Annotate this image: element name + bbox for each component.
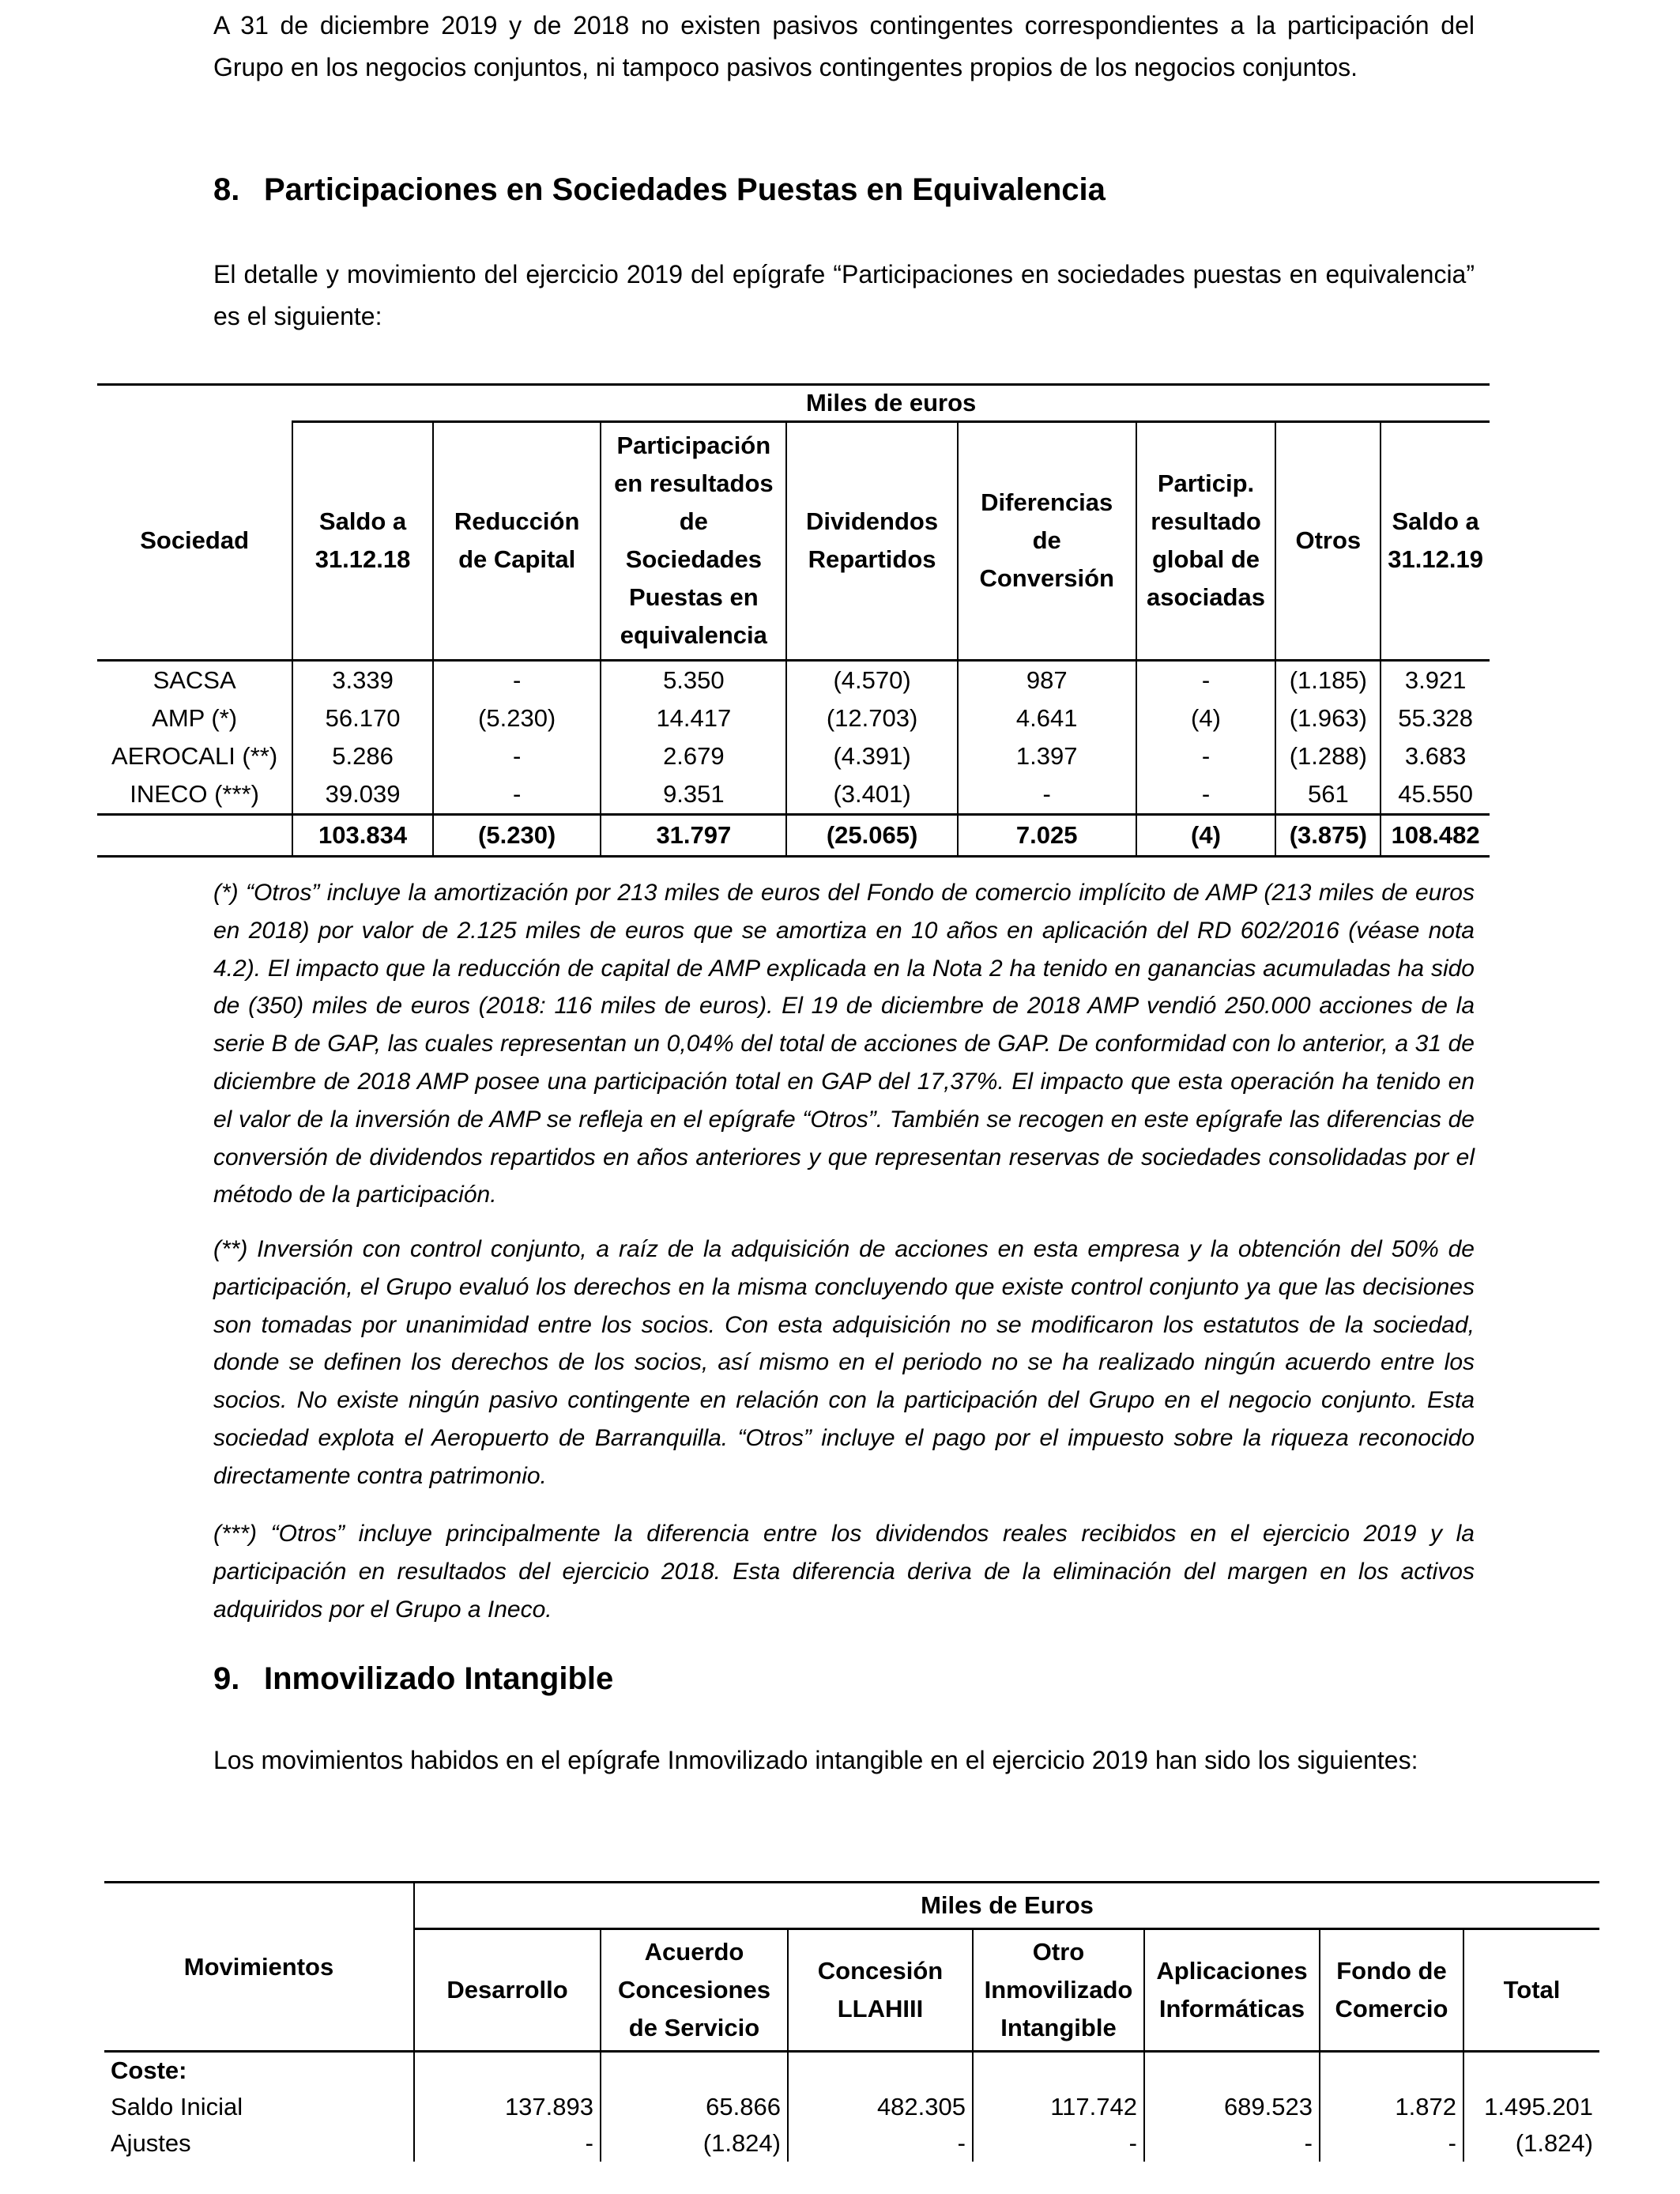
table-cell: 1.495.201 [1463, 2089, 1599, 2125]
table-cell: AMP (*) [152, 703, 238, 732]
table-cell: (1.824) [1463, 2125, 1599, 2162]
table-cell: - [433, 660, 601, 699]
table-cell: 9.351 [601, 775, 786, 815]
table-row [104, 2089, 1599, 2125]
table-cell: 1.397 [958, 737, 1136, 775]
table-cell: AEROCALI (**) [111, 741, 278, 770]
table-cell: - [414, 2125, 601, 2162]
table-cell: 5.286 [292, 737, 433, 775]
table-cell: 56.170 [292, 699, 433, 737]
table2-col-acuerdo: Acuerdo Concesiones de Servicio [601, 1929, 788, 2052]
table-row [97, 699, 1490, 737]
table-cell [1320, 2052, 1463, 2090]
table-cell: 14.417 [601, 699, 786, 737]
table2-col-movimientos: Movimientos [104, 1883, 414, 2052]
table-cell: - [433, 737, 601, 775]
table1-col-participacion: Participación en resultados de Sociedades Puestas en equivalencia [601, 422, 786, 661]
table-cell: 3.921 [1381, 660, 1490, 699]
table-total-row [97, 814, 1490, 856]
table-cell: 5.350 [601, 660, 786, 699]
table-cell: (3.401) [786, 775, 958, 815]
section-8-title: Participaciones en Sociedades Puestas en Equivalencia [264, 172, 1106, 207]
footnote-2: (**) Inversión con control conjunto, a raíz de la adquisición de acciones en esta empresa y la obtención del 50% de participación, el Grupo evaluó los derechos en la misma concluyendo que existe control conjunto ya que las decisiones son tomadas por unanimidad entre los socios. Con esta adquisición no se modificaron los estatutos de la sociedad, donde se definen los derechos de los socios, así mismo en el periodo no se ha realizado ningún acuerdo entre los socios. No existe ningún pasivo contingente en relación con la participación del Grupo en el negocio conjunto. Esta sociedad explota el Aeropuerto de Barranquilla. “Otros” incluye el pago por el impuesto sobre la riqueza reconocido directamente contra patrimonio. [213, 1236, 1475, 1489]
table-cell: 689.523 [1144, 2089, 1320, 2125]
table-cell: 103.834 [292, 814, 433, 856]
table2-col-aplicaciones: Aplicaciones Informáticas [1144, 1929, 1320, 2052]
table-cell: 108.482 [1381, 814, 1490, 856]
table-cell: (1.824) [601, 2125, 788, 2162]
section-8-intro: El detalle y movimiento del ejercicio 2019 del epígrafe “Participaciones en sociedades puestas en equivalencia” es el siguiente: [213, 260, 1475, 330]
table-cell [414, 2052, 601, 2090]
table-cell: (4.391) [786, 737, 958, 775]
section-9-title: Inmovilizado Intangible [264, 1661, 614, 1696]
table2-col-desarrollo: Desarrollo [414, 1929, 601, 2052]
table1-col-otros: Otros [1275, 422, 1381, 661]
table2-unit-header: Miles de Euros [414, 1883, 1599, 1929]
table-cell: INECO (***) [130, 779, 259, 808]
table-cell: (1.963) [1275, 699, 1381, 737]
table-cell: 65.866 [601, 2089, 788, 2125]
table-cell: (12.703) [786, 699, 958, 737]
table-row [97, 660, 1490, 699]
table-cell: 1.872 [1320, 2089, 1463, 2125]
table-cell [601, 2052, 788, 2090]
table-cell: 45.550 [1381, 775, 1490, 815]
section-9-heading [213, 1661, 613, 1697]
table-cell [1144, 2052, 1320, 2090]
table1-col-saldo-1219: Saldo a 31.12.19 [1381, 422, 1490, 661]
table-cell: 117.742 [973, 2089, 1144, 2125]
table-cell: - [1136, 775, 1276, 815]
table-cell [788, 2052, 973, 2090]
table-cell: - [1320, 2125, 1463, 2162]
table-section-row [104, 2052, 1599, 2090]
table-cell: 55.328 [1381, 699, 1490, 737]
section-9-number: 9. [213, 1661, 240, 1696]
table-cell: (3.875) [1275, 814, 1381, 856]
table-cell: (5.230) [433, 699, 601, 737]
table-cell: Ajustes [111, 2129, 191, 2157]
table-cell: - [973, 2125, 1144, 2162]
intro-paragraph: A 31 de diciembre 2019 y de 2018 no existen pasivos contingentes correspondientes a la participación del Grupo en los negocios conjuntos, ni tampoco pasivos contingentes propios de los negocios conjuntos. [213, 11, 1475, 81]
table1-col-reduccion: Reducción de Capital [433, 422, 601, 661]
table-row [97, 775, 1490, 815]
table-cell: 561 [1275, 775, 1381, 815]
table-cell: (1.288) [1275, 737, 1381, 775]
table1-col-dividendos: Dividendos Repartidos [786, 422, 958, 661]
table-cell: - [1144, 2125, 1320, 2162]
table-cell: 7.025 [958, 814, 1136, 856]
section-8-heading [213, 172, 1106, 208]
table-cell [973, 2052, 1144, 2090]
intangible-assets-table [104, 1881, 1599, 2162]
table-row [104, 2125, 1599, 2162]
table-cell: - [788, 2125, 973, 2162]
table2-col-fondo: Fondo de Comercio [1320, 1929, 1463, 2052]
table-cell: - [1136, 737, 1276, 775]
section-8-number: 8. [213, 172, 240, 207]
table-cell: 2.679 [601, 737, 786, 775]
table-cell: 39.039 [292, 775, 433, 815]
equity-method-investments-table [97, 383, 1490, 858]
table2-col-otro: Otro Inmovilizado Intangible [973, 1929, 1144, 2052]
table-cell: (4.570) [786, 660, 958, 699]
table-cell [1463, 2052, 1599, 2090]
table-cell: 137.893 [414, 2089, 601, 2125]
table-cell: - [433, 775, 601, 815]
table-cell: 482.305 [788, 2089, 973, 2125]
footnote-1: (*) “Otros” incluye la amortización por 213 miles de euros del Fondo de comercio implícito de AMP (213 miles de euros en 2018) por valor de 2.125 miles de euros que se amortiza en 10 años en aplicación del RD 602/2016 (véase nota 4.2). El impacto que la reducción de capital de AMP explicada en la Nota 2 ha tenido en ganancias acumuladas ha sido de (350) miles de euros (2018: 116 miles de euros). El 19 de diciembre de 2018 AMP vendió 250.000 acciones de la serie B de GAP, las cuales representan un 0,04% del total de acciones de GAP. De conformidad con lo anterior, a 31 de diciembre de 2018 AMP posee una participación total en GAP del 17,37%. El impacto que esta operación ha tenido en el valor de la inversión de AMP se refleja en el epígrafe “Otros”. También se recogen en este epígrafe las diferencias de conversión de dividendos repartidos en años anteriores y que representan reservas de sociedades consolidadas por el método de la participación. [213, 880, 1475, 1208]
table-cell: 31.797 [601, 814, 786, 856]
table-cell: - [1136, 660, 1276, 699]
table1-col-particip-global: Particip. resultado global de asociadas [1136, 422, 1276, 661]
table-cell: 4.641 [958, 699, 1136, 737]
table-cell: 3.339 [292, 660, 433, 699]
table-cell: 987 [958, 660, 1136, 699]
table-cell: SACSA [153, 665, 236, 694]
table1-unit-header: Miles de euros [292, 385, 1490, 422]
table-cell: Coste: [111, 2056, 187, 2084]
table-cell: - [958, 775, 1136, 815]
table2-col-concesion: Concesión LLAHIII [788, 1929, 973, 2052]
table-row [97, 737, 1490, 775]
table1-col-diferencias: Diferencias de Conversión [958, 422, 1136, 661]
table1-col-saldo-1218: Saldo a 31.12.18 [292, 422, 433, 661]
table-cell: (1.185) [1275, 660, 1381, 699]
table-cell [97, 814, 292, 856]
table1-header-blank [97, 385, 292, 422]
footnote-3: (***) “Otros” incluye principalmente la diferencia entre los dividendos reales recibidos en el ejercicio 2019 y la participación en resultados del ejercicio 2018. Esta diferencia deriva de la eliminación del margen en los activos adquiridos por el Grupo a Ineco. [213, 1521, 1475, 1623]
section-9-intro: Los movimientos habidos en el epígrafe Inmovilizado intangible en el ejercicio 2019 han sido los siguientes: [213, 1746, 1418, 1774]
table-cell: Saldo Inicial [111, 2093, 243, 2120]
table-cell: 3.683 [1381, 737, 1490, 775]
table-cell: (4) [1136, 814, 1276, 856]
table2-col-total: Total [1463, 1929, 1599, 2052]
table-cell: (4) [1136, 699, 1276, 737]
table1-col-sociedad: Sociedad [140, 526, 250, 554]
table-cell: (25.065) [786, 814, 958, 856]
table-cell: (5.230) [433, 814, 601, 856]
